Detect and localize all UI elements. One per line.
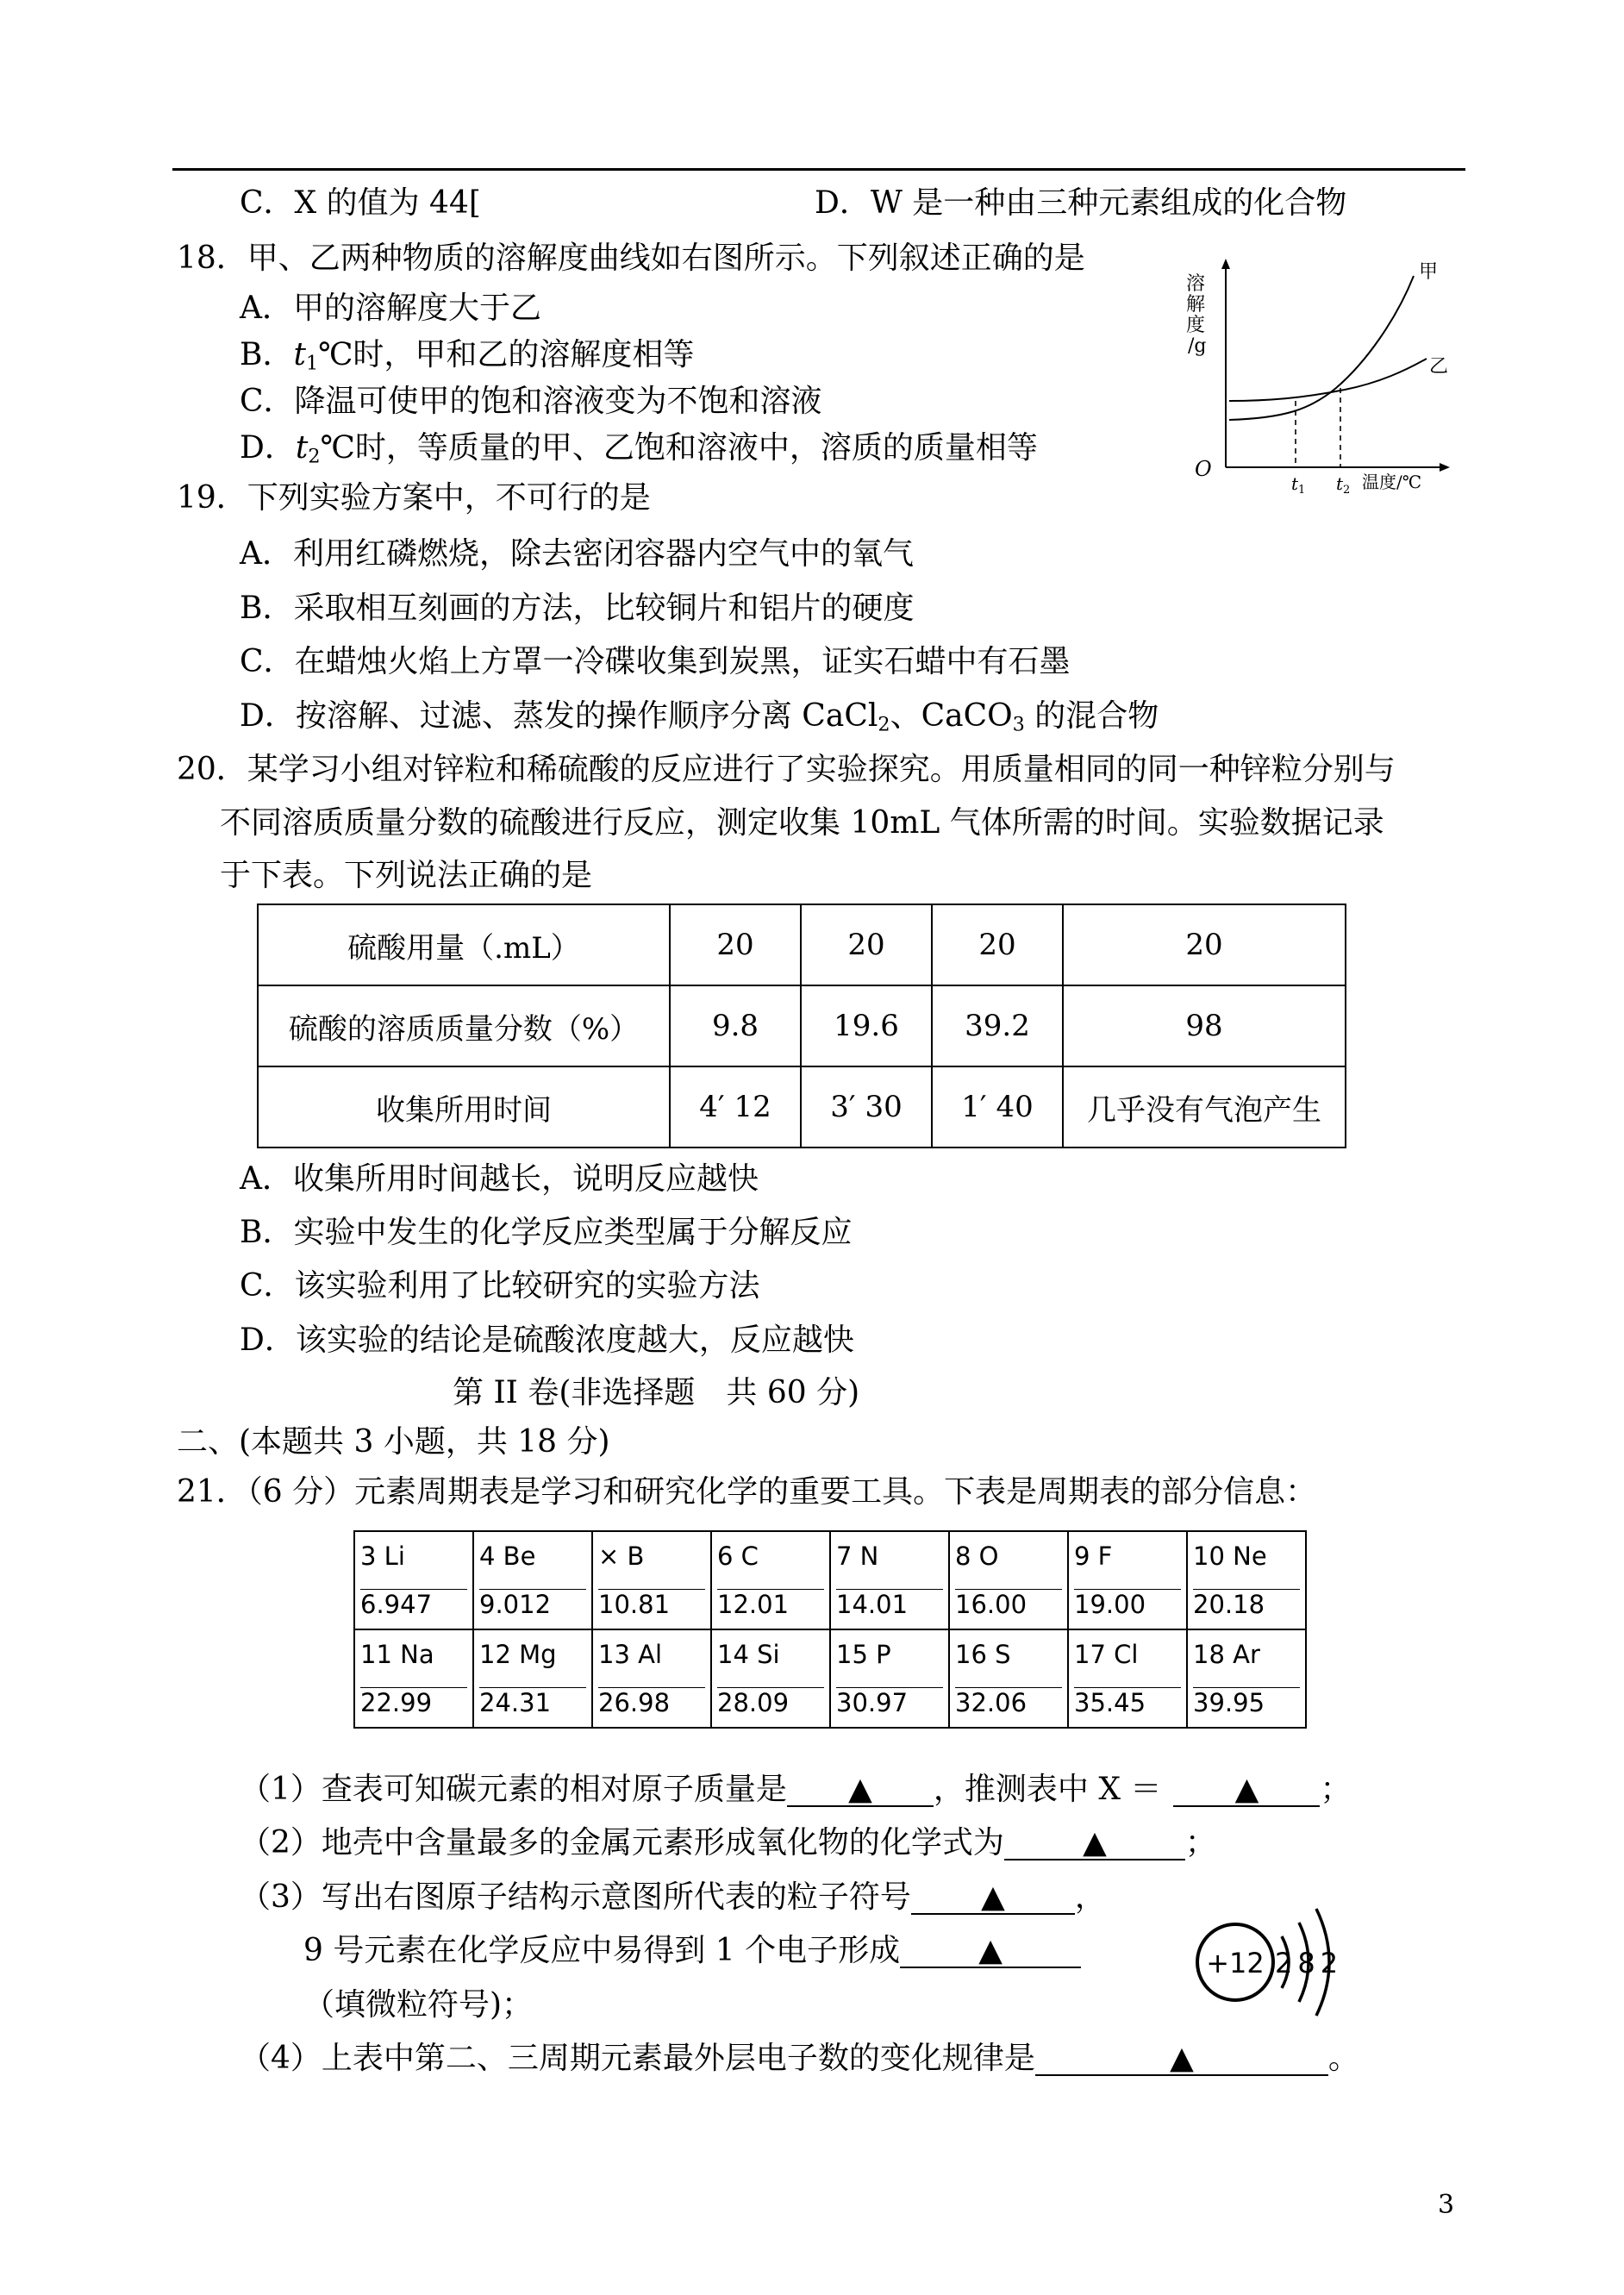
element-cell [473, 1629, 592, 1728]
element-mass: 39.95 [1193, 1687, 1300, 1717]
periodic-row [354, 1629, 1306, 1728]
q19-option-d: D．按溶解、过滤、蒸发的操作顺序分离 CaCl$_2$、CaCO$_3$ 的混合物 [240, 698, 1159, 736]
y-label-4: /g [1188, 335, 1207, 357]
element-mass: 30.97 [836, 1687, 943, 1717]
shell-electron-counts: 282 [1275, 1947, 1344, 1979]
element-symbol: 17 Cl [1074, 1639, 1139, 1669]
nucleus-charge: +12 [1206, 1947, 1265, 1979]
answer-blank[interactable]: ▲ [1173, 1774, 1320, 1807]
table-cell: 19.6 [801, 985, 932, 1066]
element-cell [592, 1629, 711, 1728]
element-mass: 20.18 [1193, 1589, 1300, 1619]
element-symbol: 18 Ar [1193, 1639, 1260, 1669]
q19-option-a: A．利用红磷燃烧，除去密闭容器内空气中的氧气 [240, 536, 914, 572]
table-cell: 4′ 12 [670, 1066, 801, 1148]
table-cell: 20 [932, 904, 1063, 985]
element-cell [830, 1629, 949, 1728]
element-symbol: 12 Mg [479, 1639, 557, 1669]
q21-part2: （2）地壳中含量最多的金属元素形成氧化物的化学式为 ▲ ； [240, 1825, 1216, 1860]
table-cell: 几乎没有气泡产生 [1063, 1066, 1346, 1148]
element-mass: 24.31 [479, 1687, 586, 1717]
q20-stem-line3: 于下表。下列说法正确的是 [220, 858, 593, 893]
element-cell [830, 1531, 949, 1629]
element-symbol: 3 Li [360, 1541, 405, 1571]
element-symbol: × B [598, 1541, 645, 1571]
curve-jia [1229, 276, 1414, 420]
element-symbol: 8 O [955, 1541, 999, 1571]
element-symbol: 13 Al [598, 1639, 663, 1669]
table-cell: 1′ 40 [932, 1066, 1063, 1148]
element-mass: 35.45 [1074, 1687, 1181, 1717]
element-cell [354, 1531, 473, 1629]
element-mass: 10.81 [598, 1589, 705, 1619]
table-cell: 39.2 [932, 985, 1063, 1066]
element-cell [592, 1531, 711, 1629]
table-row [258, 985, 1346, 1066]
q21-part3-line2: 9 号元素在化学反应中易得到 1 个电子形成 ▲ [303, 1935, 1081, 1968]
answer-blank[interactable]: ▲ [1035, 2043, 1328, 2076]
q21-part4: （4）上表中第二、三周期元素最外层电子数的变化规律是 ▲ 。 [240, 2041, 1359, 2076]
q18-option-b: B．$t_1℃$时，甲和乙的溶解度相等 [240, 337, 695, 375]
periodic-row [354, 1531, 1306, 1629]
origin-label: O [1195, 457, 1212, 481]
atom-structure-diagram [1185, 1888, 1375, 2017]
y-axis-arrow [1221, 259, 1230, 269]
element-cell [711, 1629, 830, 1728]
q19-option-b: B．采取相互刻画的方法，比较铜片和铝片的硬度 [240, 591, 915, 626]
q20-option-c: C．该实验利用了比较研究的实验方法 [240, 1268, 760, 1304]
q19-stem: 19．下列实验方案中，不可行的是 [177, 480, 651, 516]
table-cell: 硫酸用量（.mL） [258, 904, 670, 985]
x-axis-arrow [1440, 463, 1450, 472]
q21-part1: （1）查表可知碳元素的相对原子质量是 ▲ ，推测表中 X ＝ ▲ ； [240, 1772, 1352, 1807]
q20-stem-line1: 20．某学习小组对锌粒和稀硫酸的反应进行了实验探究。用质量相同的同一种锌粒分别与 [177, 752, 1396, 787]
solubility-chart [1181, 250, 1457, 500]
element-cell [354, 1629, 473, 1728]
element-mass: 28.09 [717, 1687, 824, 1717]
q17-option-c: C．X 的值为 44[ [240, 185, 481, 221]
element-mass: 32.06 [955, 1687, 1062, 1717]
x-axis-label: 温度/℃ [1362, 472, 1422, 492]
element-mass: 26.98 [598, 1687, 705, 1717]
element-mass: 14.01 [836, 1589, 943, 1619]
element-symbol: 10 Ne [1193, 1541, 1267, 1571]
page-number: 3 [1438, 2190, 1455, 2220]
element-mass: 12.01 [717, 1589, 824, 1619]
q17-option-d: D．W 是一种由三种元素组成的化合物 [815, 185, 1347, 221]
table-cell: 收集所用时间 [258, 1066, 670, 1148]
q18-option-d: D．$t_2℃$时，等质量的甲、乙饱和溶液中，溶质的质量相等 [240, 430, 1038, 468]
t2-label: t [1336, 473, 1344, 494]
q21-part3: （3）写出右图原子结构示意图所代表的粒子符号 ▲ ， [240, 1879, 1106, 1915]
answer-blank[interactable]: ▲ [787, 1774, 934, 1807]
element-symbol: 11 Na [360, 1639, 434, 1669]
header-rule [172, 168, 1465, 171]
element-mass: 16.00 [955, 1589, 1062, 1619]
table-cell: 9.8 [670, 985, 801, 1066]
table-cell: 3′ 30 [801, 1066, 932, 1148]
q18-stem: 18．甲、乙两种物质的溶解度曲线如右图所示。下列叙述正确的是 [177, 241, 1085, 276]
element-cell [1068, 1629, 1187, 1728]
y-label-1: 溶 [1186, 273, 1206, 295]
q20-option-a: A．收集所用时间越长，说明反应越快 [240, 1161, 759, 1197]
element-cell [1187, 1629, 1306, 1728]
element-mass: 22.99 [360, 1687, 467, 1717]
q19-option-c: C．在蜡烛火焰上方罩一冷碟收集到炭黑，证实石蜡中有石墨 [240, 644, 1071, 679]
element-cell [949, 1629, 1068, 1728]
element-mass: 9.012 [479, 1589, 586, 1619]
table-row [258, 904, 1346, 985]
t1-subscript: 1 [1298, 484, 1306, 497]
element-mass: 6.947 [360, 1589, 467, 1619]
element-symbol: 14 Si [717, 1639, 780, 1669]
q21-part3-line3: （填微粒符号)； [303, 1987, 534, 2023]
table-cell: 硫酸的溶质质量分数（%） [258, 985, 670, 1066]
element-symbol: 16 S [955, 1639, 1011, 1669]
element-cell [1068, 1531, 1187, 1629]
element-cell [1187, 1531, 1306, 1629]
section-heading: 二、(本题共 3 小题，共 18 分) [177, 1424, 610, 1460]
q20-option-b: B．实验中发生的化学反应类型属于分解反应 [240, 1215, 853, 1250]
series-label-yi: 乙 [1429, 356, 1449, 378]
element-symbol: 6 C [717, 1541, 759, 1571]
q21-stem: 21．（6 分）元素周期表是学习和研究化学的重要工具。下表是周期表的部分信息： [177, 1474, 1317, 1510]
q20-option-d: D．该实验的结论是硫酸浓度越大，反应越快 [240, 1323, 854, 1358]
q18-option-c: C．降温可使甲的饱和溶液变为不饱和溶液 [240, 384, 822, 419]
periodic-table-excerpt [353, 1530, 1307, 1729]
part2-title: 第 II 卷(非选择题 共 60 分) [453, 1375, 860, 1410]
q20-data-table [257, 904, 1346, 1148]
t1-label: t [1291, 473, 1299, 494]
table-cell: 98 [1063, 985, 1346, 1066]
table-row [258, 1066, 1346, 1148]
answer-blank[interactable]: ▲ [1004, 1828, 1185, 1860]
answer-blank[interactable]: ▲ [900, 1935, 1081, 1968]
element-symbol: 4 Be [479, 1541, 536, 1571]
element-cell [949, 1531, 1068, 1629]
element-symbol: 7 N [836, 1541, 879, 1571]
element-symbol: 15 P [836, 1639, 891, 1669]
y-label-3: 度 [1186, 315, 1206, 336]
element-symbol: 9 F [1074, 1541, 1113, 1571]
answer-blank[interactable]: ▲ [911, 1882, 1075, 1915]
table-cell: 20 [801, 904, 932, 985]
element-cell [473, 1531, 592, 1629]
table-cell: 20 [670, 904, 801, 985]
q18-option-a: A．甲的溶解度大于乙 [240, 291, 541, 326]
t2-subscript: 2 [1343, 484, 1351, 497]
element-mass: 19.00 [1074, 1589, 1181, 1619]
y-label-2: 解 [1186, 294, 1206, 316]
q20-stem-line2: 不同溶质质量分数的硫酸进行反应，测定收集 10mL 气体所需的时间。实验数据记录 [220, 805, 1384, 841]
element-cell [711, 1531, 830, 1629]
series-label-jia: 甲 [1419, 261, 1439, 283]
table-cell: 20 [1063, 904, 1346, 985]
